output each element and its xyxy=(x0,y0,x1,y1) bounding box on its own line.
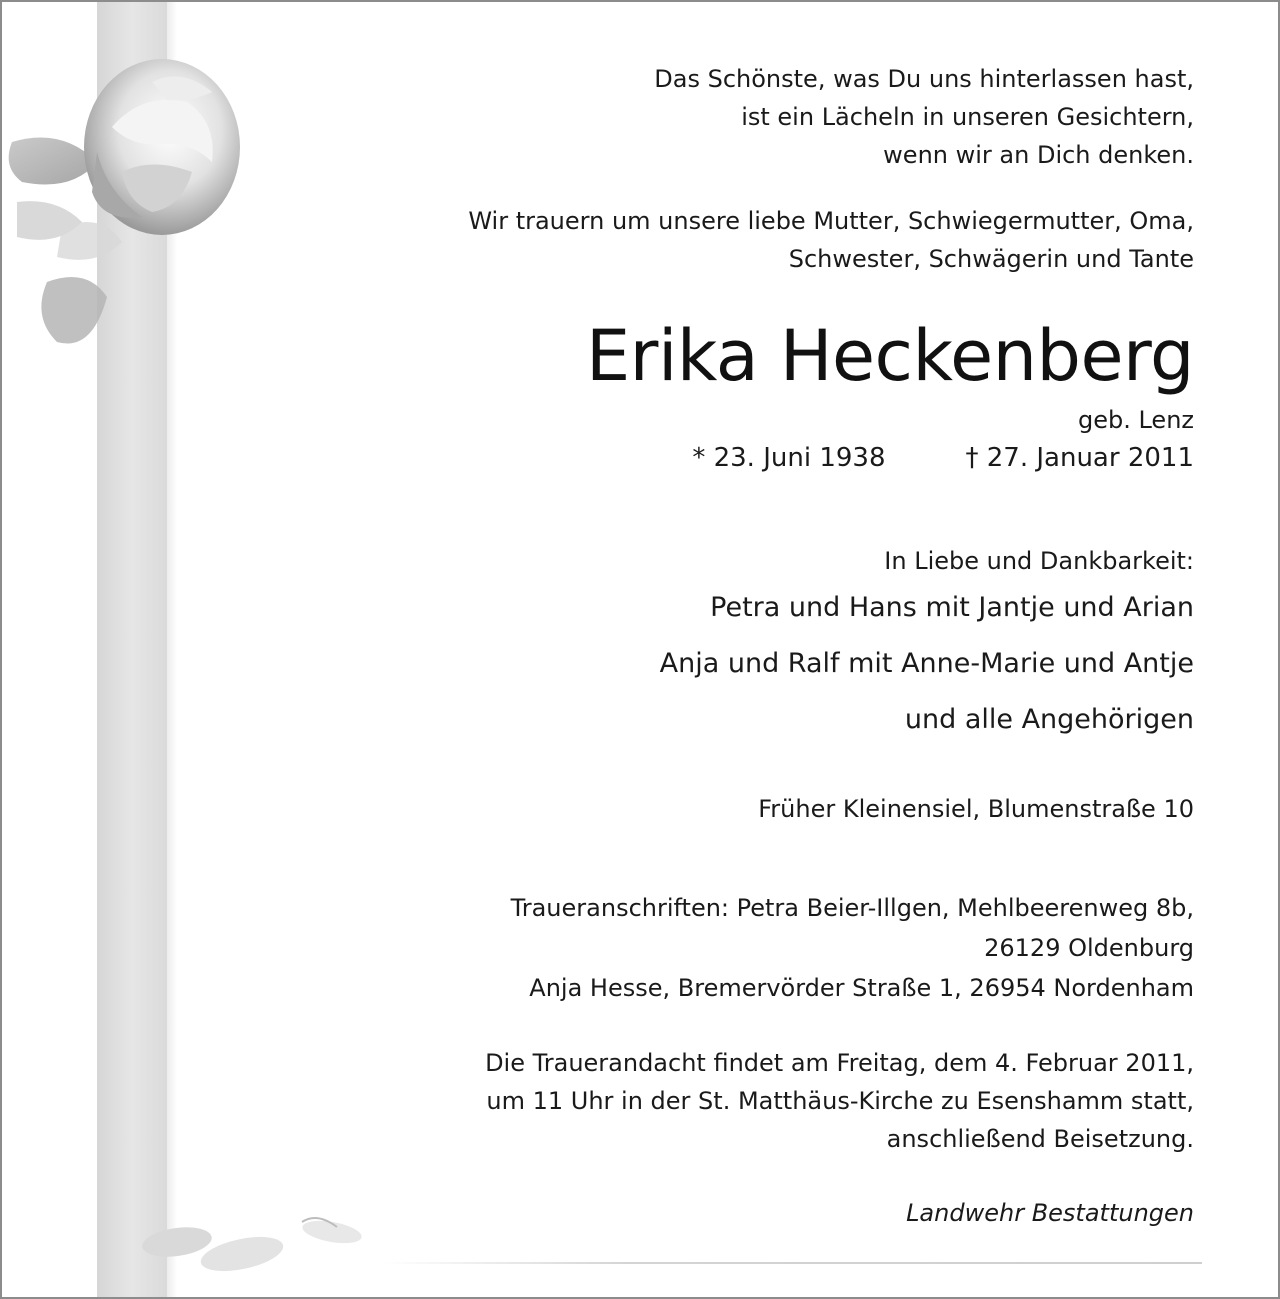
birth-date: * 23. Juni 1938 xyxy=(692,443,886,473)
family-line: Petra und Hans mit Jantje und Arian xyxy=(710,592,1194,623)
life-dates xyxy=(374,438,1194,478)
address-line: 26129 Oldenburg xyxy=(984,934,1194,962)
family-line: und alle Angehörigen xyxy=(904,704,1194,735)
verse-line: wenn wir an Dich denken. xyxy=(883,141,1194,169)
bottom-divider xyxy=(382,1262,1202,1264)
service-line: um 11 Uhr in der St. Matthäus-Kirche zu Esenshamm statt, xyxy=(486,1087,1194,1115)
verse-line: ist ein Lächeln in unseren Gesichtern, xyxy=(741,103,1194,131)
rose-image xyxy=(2,32,262,362)
verse xyxy=(374,60,1194,174)
service-info xyxy=(374,1044,1194,1158)
family-list xyxy=(374,580,1194,748)
maiden-name: geb. Lenz xyxy=(1077,406,1194,434)
mourning-line: Schwester, Schwägerin und Tante xyxy=(788,245,1194,273)
condolence-addresses xyxy=(374,888,1194,1008)
notice-text xyxy=(374,60,1194,1232)
service-line: anschließend Beisetzung. xyxy=(886,1125,1194,1153)
death-date: † 27. Januar 2011 xyxy=(965,443,1194,473)
deceased-name: Erika Heckenberg xyxy=(585,315,1194,397)
undertaker-name: Landwehr Bestattungen xyxy=(906,1199,1194,1227)
mourning-statement xyxy=(374,202,1194,278)
service-line: Die Trauerandacht findet am Freitag, dem 4. Februar 2011, xyxy=(485,1049,1194,1077)
petals-image xyxy=(142,1202,402,1292)
former-address: Früher Kleinensiel, Blumenstraße 10 xyxy=(758,795,1194,823)
mourning-line: Wir trauern um unsere liebe Mutter, Schwiegermutter, Oma, xyxy=(468,207,1194,235)
address-line: Traueranschriften: Petra Beier-Illgen, Mehlbeerenweg 8b, xyxy=(510,894,1194,922)
address-line: Anja Hesse, Bremervörder Straße 1, 26954 Nordenham xyxy=(529,974,1194,1002)
family-line: Anja und Ralf mit Anne-Marie und Antje xyxy=(659,648,1194,679)
verse-line: Das Schönste, was Du uns hinterlassen hast, xyxy=(654,65,1194,93)
thanks-heading: In Liebe und Dankbarkeit: xyxy=(884,547,1194,575)
